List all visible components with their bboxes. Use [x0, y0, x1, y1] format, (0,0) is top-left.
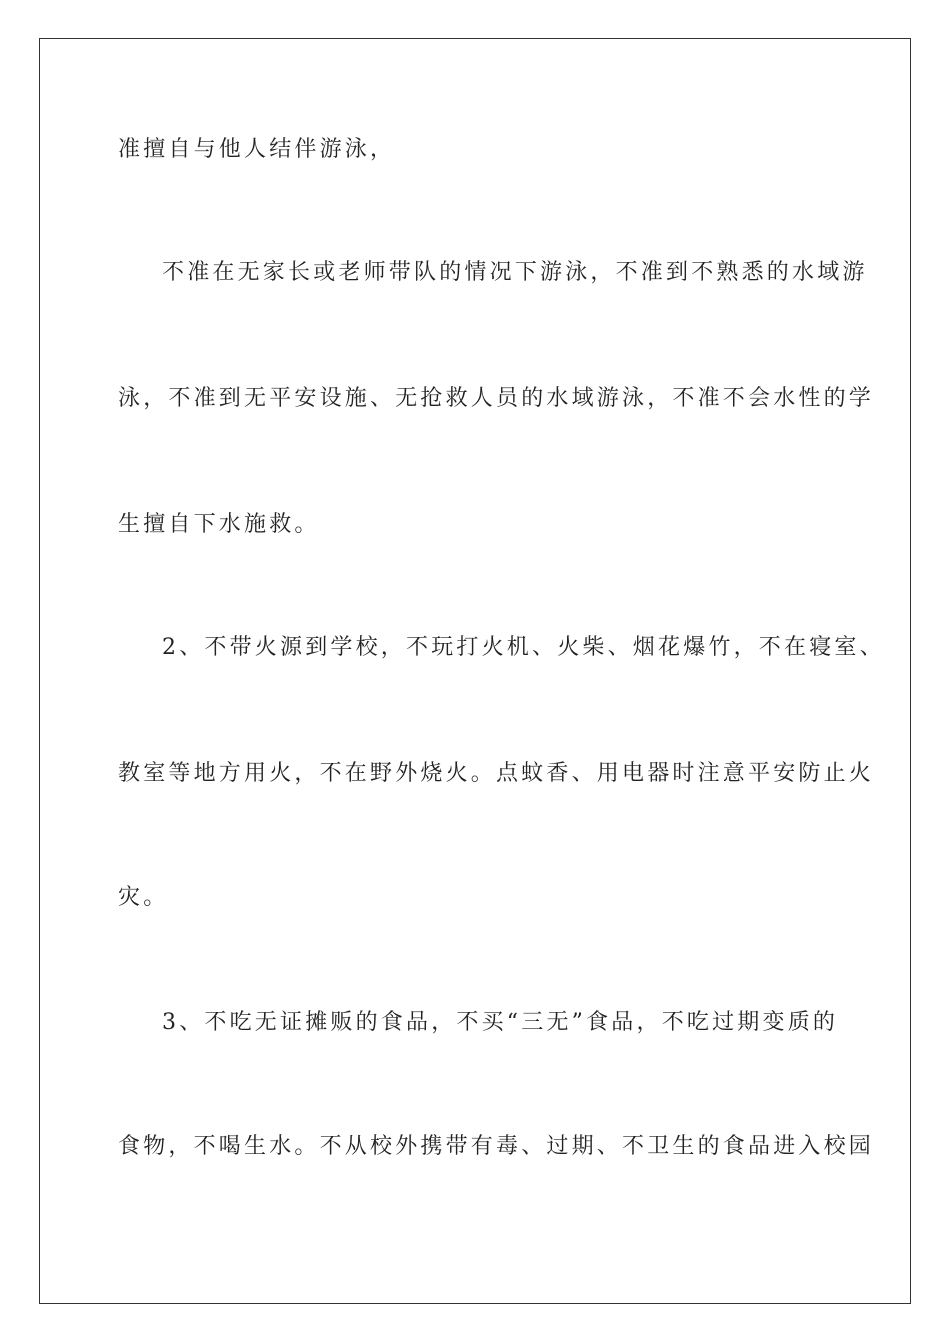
text-line-1: 准擅自与他人结伴游泳，: [118, 137, 396, 162]
text-line-9: 食物，不喝生水。不从校外携带有毒、过期、不卫生的食品进入校园: [118, 1134, 875, 1159]
text-line-6: 教室等地方用火，不在野外烧火。点蚊香、用电器时注意平安防止火: [118, 761, 875, 786]
page-border: [39, 38, 911, 1304]
text-line-5: 2、不带火源到学校，不玩打火机、火柴、烟花爆竹，不在寝室、: [162, 635, 885, 660]
text-line-2: 不准在无家长或老师带队的情况下游泳，不准到不熟悉的水域游: [162, 260, 868, 285]
text-line-4: 生擅自下水施救。: [118, 512, 320, 537]
text-line-3: 泳，不准到无平安设施、无抢救人员的水域游泳，不准不会水性的学: [118, 386, 875, 411]
text-line-8: 3、不吃无证摊贩的食品，不买“三无”食品，不吃过期变质的: [162, 1010, 839, 1035]
text-line-7: 灾。: [118, 885, 169, 910]
